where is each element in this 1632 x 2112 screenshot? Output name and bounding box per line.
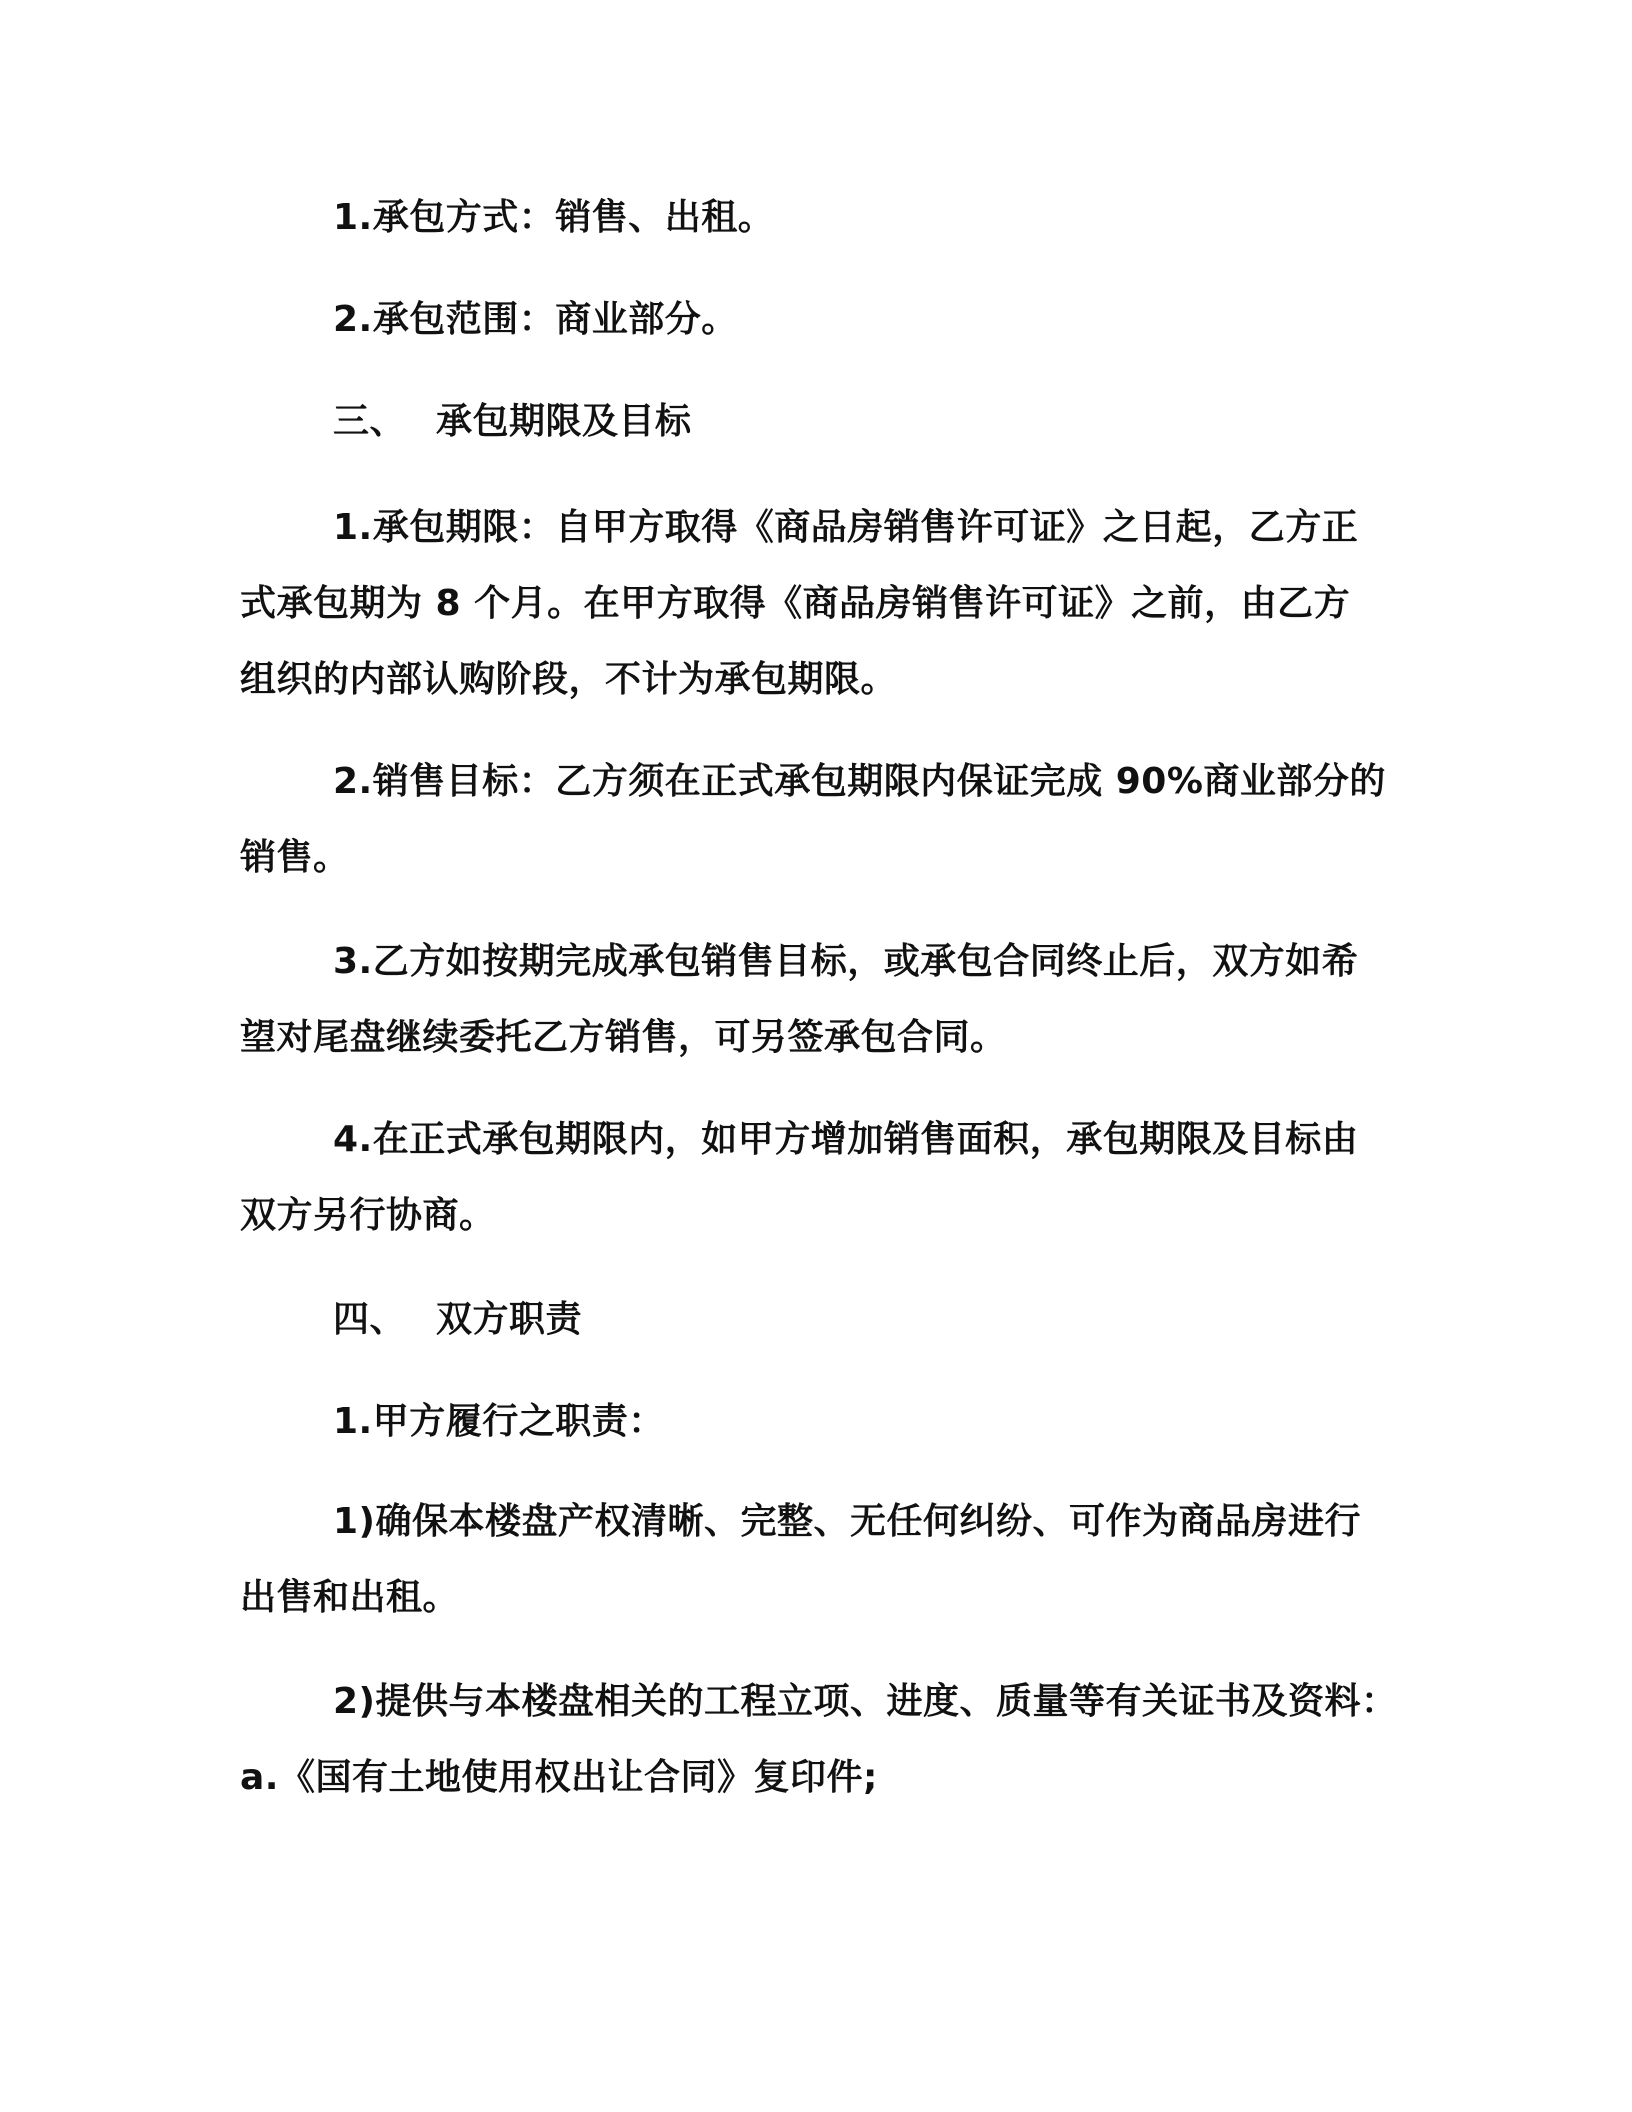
duty-1-line-1: 1)确保本楼盘产权清晰、完整、无任何纠纷、可作为商品房进行 bbox=[333, 1501, 1362, 1542]
section-number: 三、 bbox=[333, 401, 407, 442]
section-title: 承包期限及目标 bbox=[436, 401, 692, 442]
clause-contract-scope: 2.承包范围：商业部分。 bbox=[333, 299, 738, 340]
section-title: 双方职责 bbox=[436, 1299, 583, 1340]
section-heading-3 bbox=[333, 400, 692, 444]
duty-1-line-2: 出售和出租。 bbox=[240, 1577, 460, 1618]
section-heading-4 bbox=[333, 1298, 582, 1342]
clause-area-increase-line-1: 4.在正式承包期限内，如甲方增加销售面积，承包期限及目标由 bbox=[333, 1119, 1359, 1160]
clause-sales-target-line-1: 2.销售目标：乙方须在正式承包期限内保证完成 90%商业部分的 bbox=[333, 761, 1386, 802]
clause-area-increase-line-2: 双方另行协商。 bbox=[240, 1195, 496, 1236]
duty-2-line-2: a.《国有土地使用权出让合同》复印件; bbox=[240, 1757, 878, 1798]
clause-sales-target-line-2: 销售。 bbox=[240, 837, 350, 878]
clause-party-a-duties: 1.甲方履行之职责： bbox=[333, 1401, 665, 1442]
clause-term-line-1: 1.承包期限：自甲方取得《商品房销售许可证》之日起，乙方正 bbox=[333, 507, 1359, 548]
section-number: 四、 bbox=[333, 1299, 407, 1340]
clause-term-line-2: 式承包期为 8 个月。在甲方取得《商品房销售许可证》之前，由乙方 bbox=[240, 583, 1351, 624]
clause-term-line-3: 组织的内部认购阶段，不计为承包期限。 bbox=[240, 659, 898, 700]
duty-2-line-1: 2)提供与本楼盘相关的工程立项、进度、质量等有关证书及资料： bbox=[333, 1681, 1398, 1722]
clause-contract-method: 1.承包方式：销售、出租。 bbox=[333, 197, 775, 238]
clause-renewal-line-2: 望对尾盘继续委托乙方销售，可另签承包合同。 bbox=[240, 1017, 1007, 1058]
clause-renewal-line-1: 3.乙方如按期完成承包销售目标，或承包合同终止后，双方如希 bbox=[333, 941, 1359, 982]
